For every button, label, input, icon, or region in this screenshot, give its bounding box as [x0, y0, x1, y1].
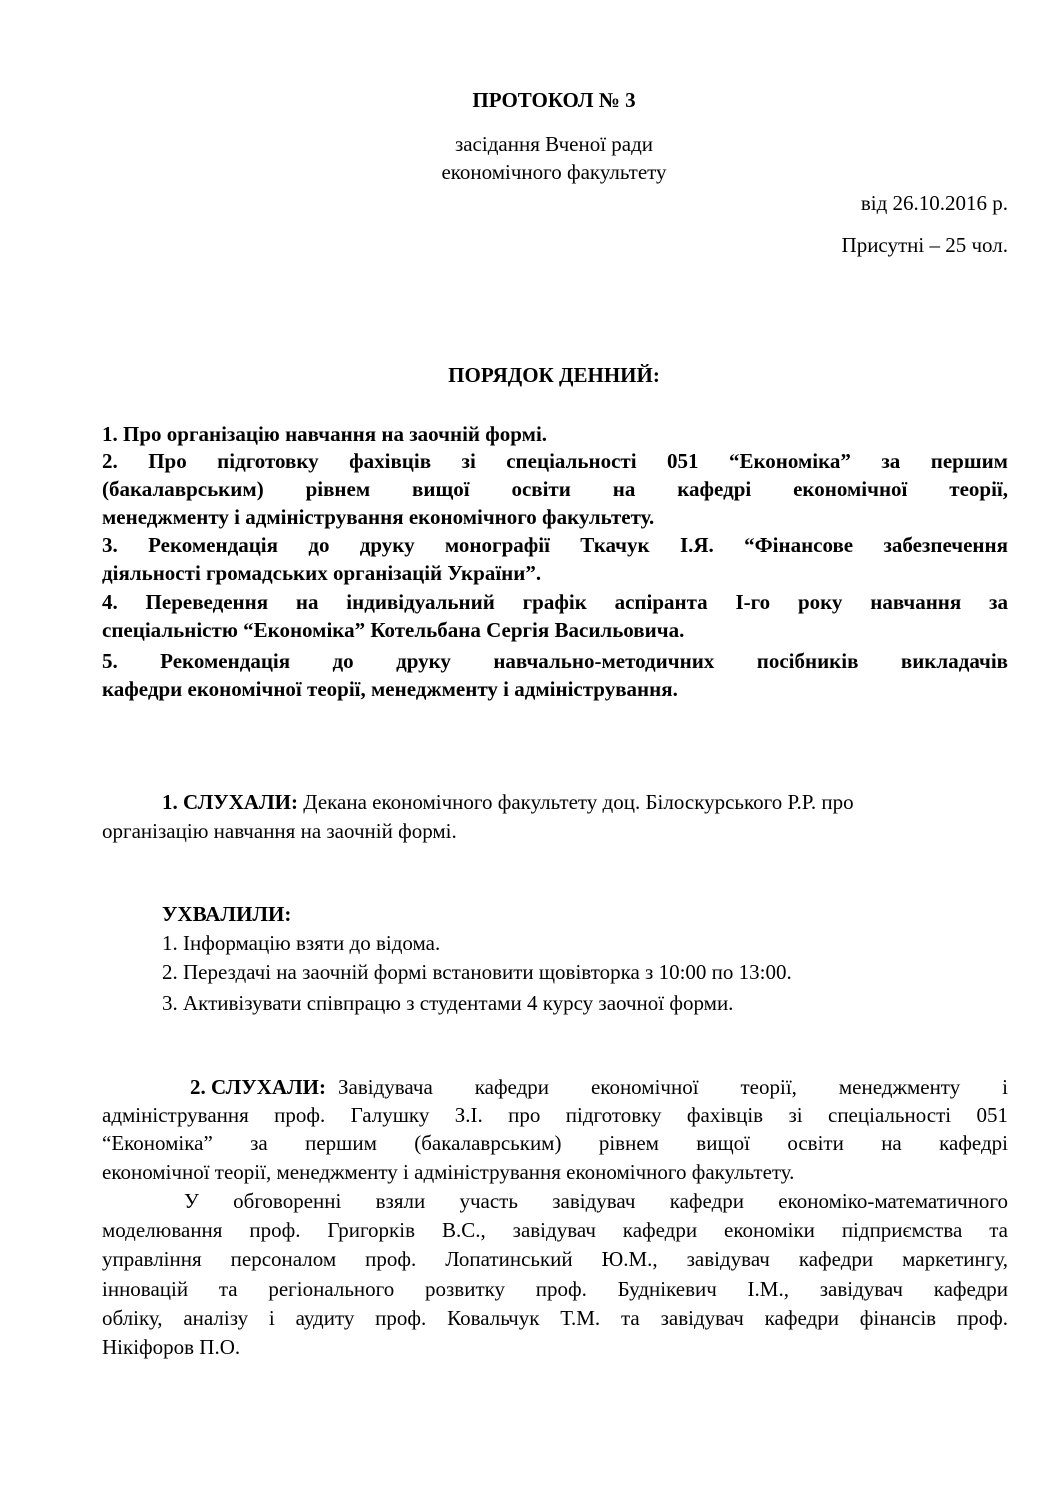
meeting-subtitle: засідання Вченої ради	[454, 132, 654, 156]
item1-heard-continuation: організацію навчання на заочній формі.	[102, 819, 457, 843]
item2-heard-text: Завідувача кафедри економічної теорії, менеджменту і	[338, 1075, 1008, 1099]
agenda-line: 1. Про організацію навчання на заочній формі.	[102, 422, 548, 446]
resolution-item: 3. Активізувати співпрацю з студентами 4 курсу заочної форми.	[162, 991, 734, 1015]
agenda-line: кафедри економічної теорії, менеджменту і адміністрування.	[102, 677, 678, 701]
discussion-line: інновацій та регіонального розвитку проф. Буднікевич І.М., завідувач кафедри	[102, 1277, 1008, 1301]
agenda-line: спеціальністю “Економіка” Котельбана Сергія Васильовича.	[102, 618, 685, 642]
item1-heard-label: 1. СЛУХАЛИ:	[162, 790, 299, 814]
discussion-line: У обговоренні взяли участь завідувач кафедри економіко-математичного	[184, 1189, 1008, 1213]
agenda-line: 4. Переведення на індивідуальний графік аспіранта І-го року навчання за	[102, 590, 1008, 614]
attendance-count: Присутні – 25 чол.	[841, 233, 1008, 257]
resolution-item: 2. Перездачі на заочній формі встановити щовівторка з 10:00 по 13:00.	[162, 960, 792, 984]
agenda-line: 3. Рекомендація до друку монографії Ткачук І.Я. “Фінансове забезпечення	[102, 533, 1008, 557]
agenda-line: 2. Про підготовку фахівців зі спеціальності 051 “Економіка” за першим	[102, 449, 1008, 473]
meeting-date: від 26.10.2016 р.	[860, 191, 1008, 215]
item2-heard-line: економічної теорії, менеджменту і адміністрування економічного факультету.	[102, 1160, 795, 1184]
agenda-line: менеджменту і адміністрування економічного факультету.	[102, 505, 655, 529]
protocol-title: ПРОТОКОЛ № 3	[472, 88, 636, 112]
discussion-line: Нікіфоров П.О.	[102, 1335, 241, 1359]
agenda-line: діяльності громадських організацій України”.	[102, 561, 542, 585]
item2-heard-label: 2. СЛУХАЛИ:	[190, 1075, 327, 1099]
faculty-subtitle: економічного факультету	[441, 160, 667, 184]
discussion-line: управління персоналом проф. Лопатинський Ю.М., завідувач кафедри маркетингу,	[102, 1247, 1008, 1271]
item1-heard	[162, 788, 1008, 816]
item1-resolved-label: УХВАЛИЛИ:	[162, 902, 292, 926]
agenda-line: (бакалаврським) рівнем вищої освіти на кафедрі економічної теорії,	[102, 477, 1008, 501]
item2-heard-line: адміністрування проф. Галушку З.І. про підготовку фахівців зі спеціальності 051	[102, 1103, 1008, 1127]
discussion-line: моделювання проф. Григорків В.С., завідувач кафедри економіки підприємства та	[102, 1218, 1008, 1242]
item1-heard-text: Декана економічного факультету доц. Білоскурського Р.Р. про	[303, 790, 854, 814]
discussion-line: обліку, аналізу і аудиту проф. Ковальчук Т.М. та завідувач кафедри фінансів проф.	[102, 1306, 1008, 1330]
item2-heard-line: “Економіка” за першим (бакалаврським) рівнем вищої освіти на кафедрі	[102, 1131, 1008, 1155]
item2-heard	[190, 1073, 1008, 1101]
resolution-item: 1. Інформацію взяти до відома.	[162, 931, 441, 955]
agenda-heading: ПОРЯДОК ДЕННИЙ:	[448, 363, 660, 387]
agenda-line: 5. Рекомендація до друку навчально-методичних посібників викладачів	[102, 649, 1008, 673]
